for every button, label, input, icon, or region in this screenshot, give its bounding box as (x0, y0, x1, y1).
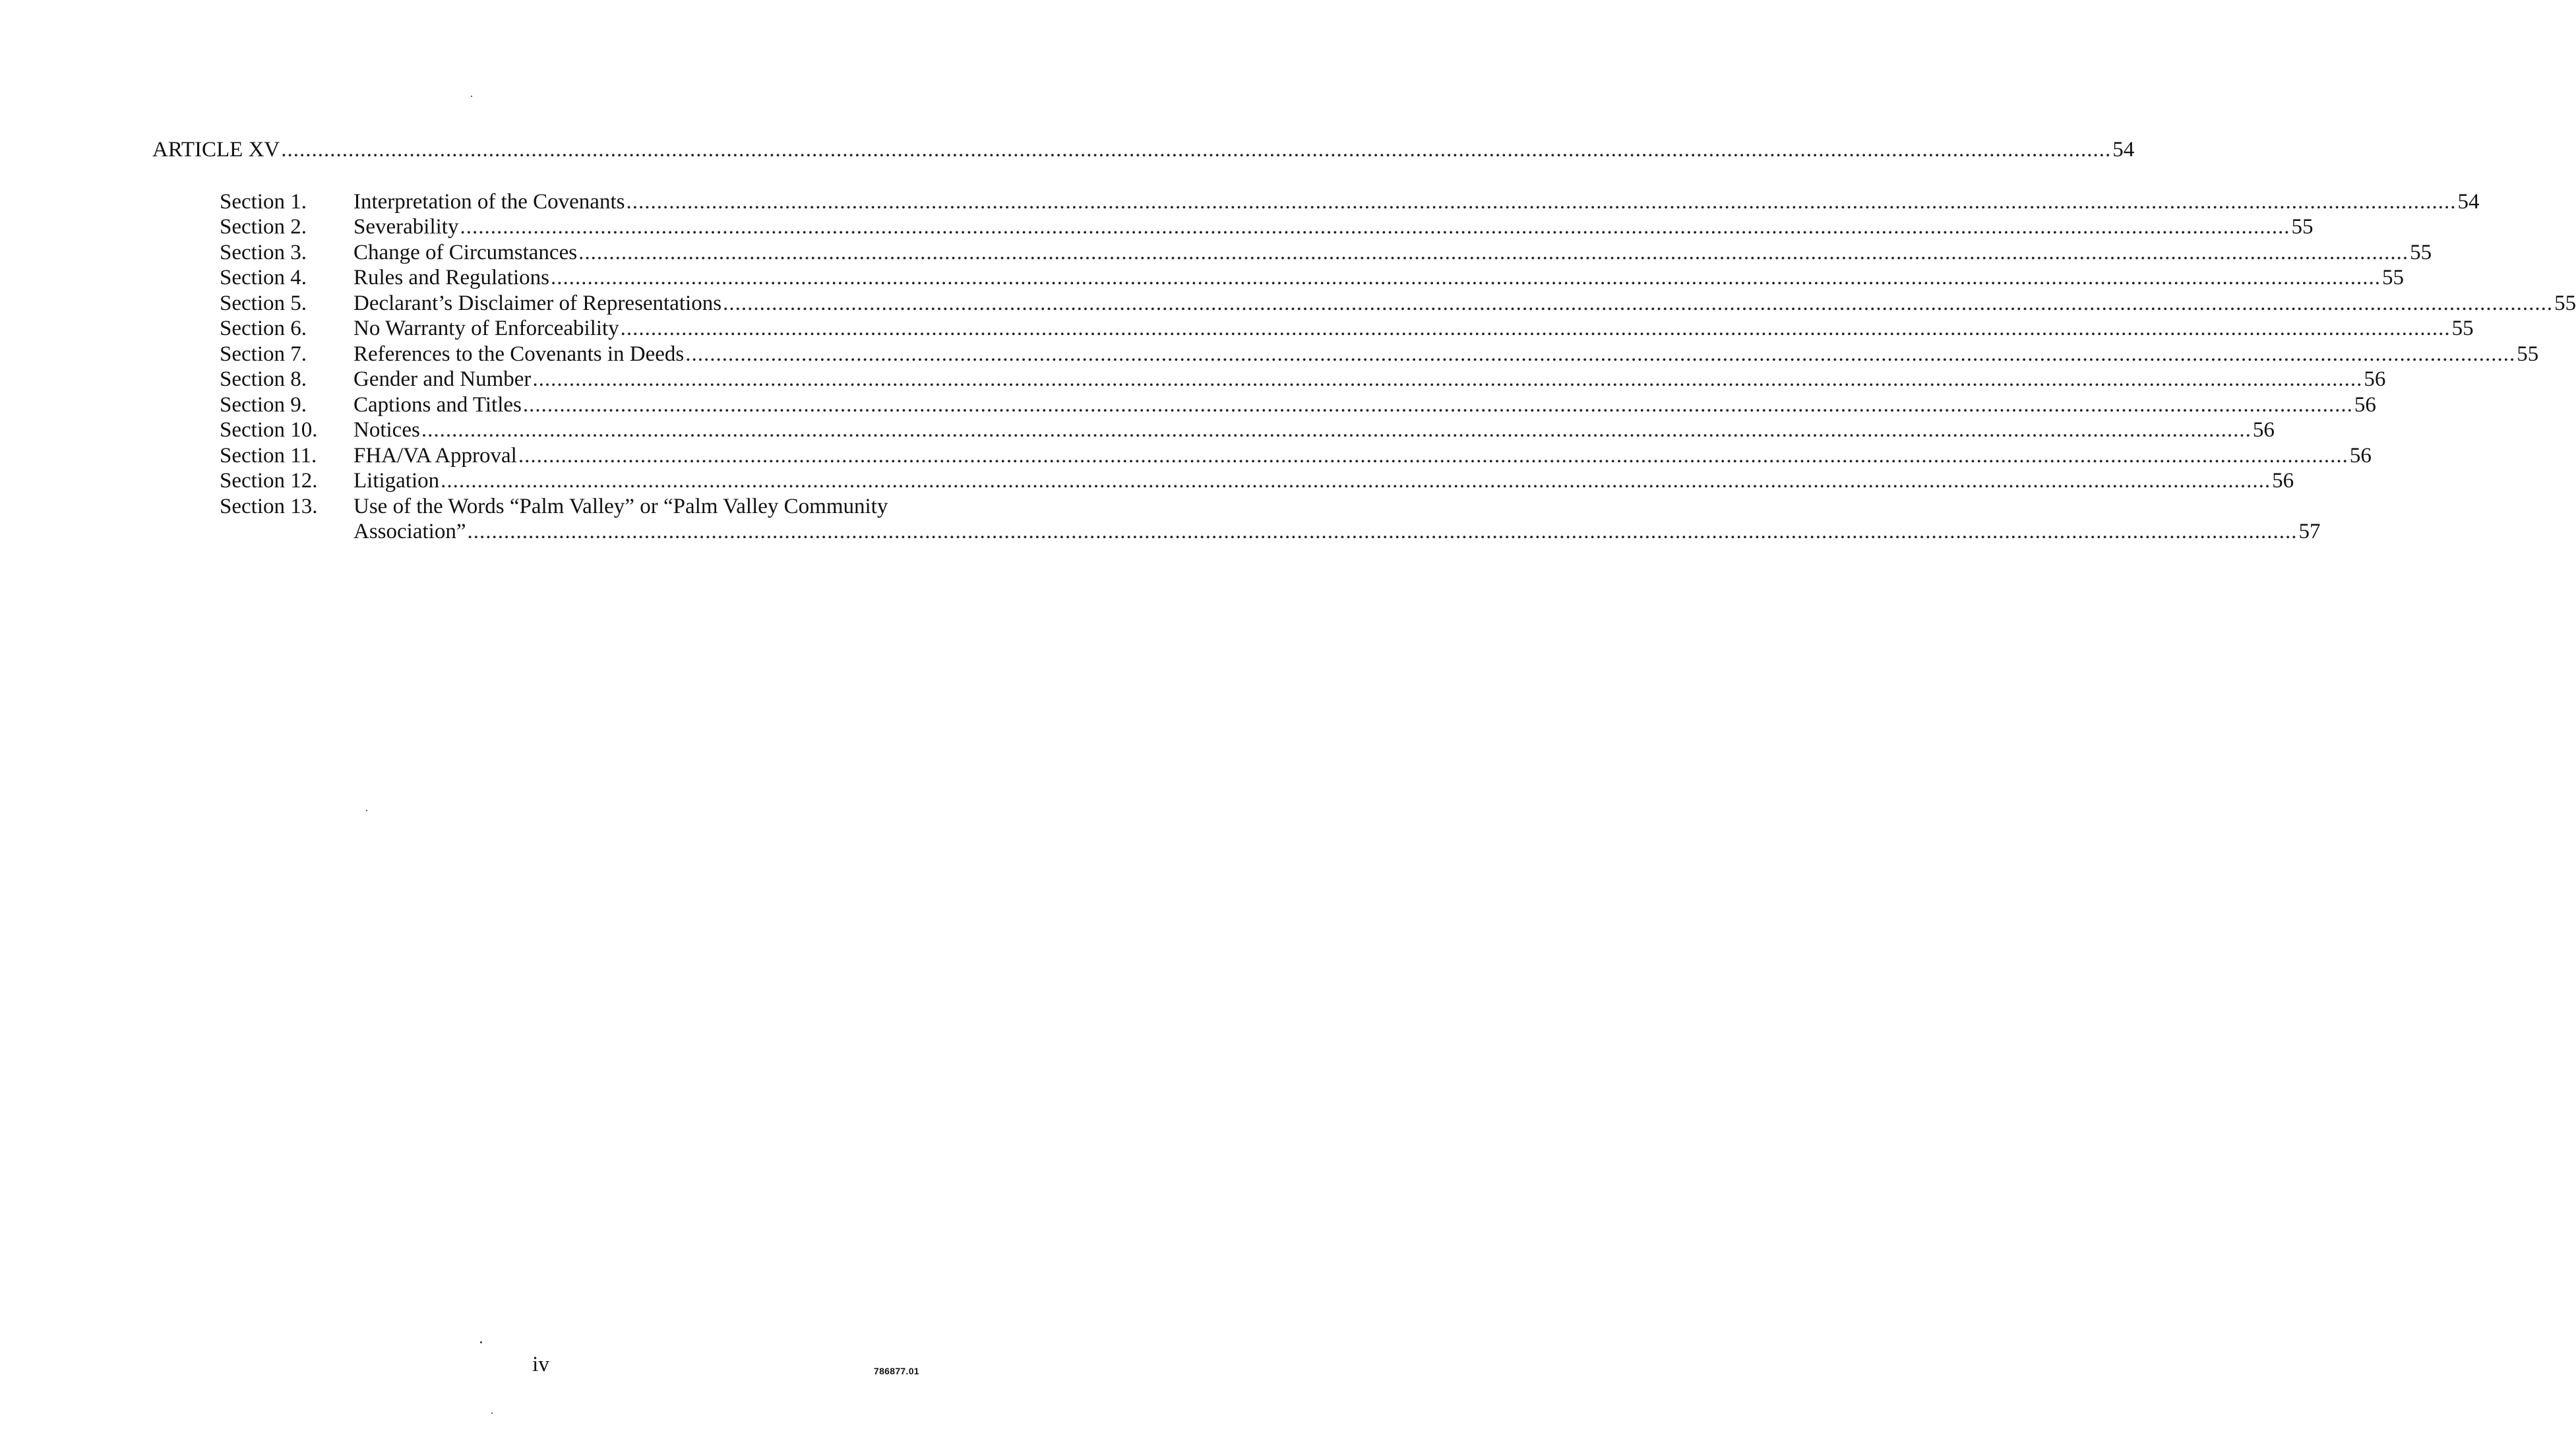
section-title: Change of Circumstances (353, 240, 578, 264)
section-title: Severability (353, 215, 459, 239)
dot-leader: ............................................................................................................................................................................................................................................................................................................ (723, 291, 2554, 315)
toc-section-entry[interactable] (152, 468, 2294, 494)
dot-leader: ............................................................................................................................................................................................................................................................................................................ (421, 418, 2252, 442)
section-page-number: 55 (2517, 342, 2539, 366)
section-page-number: 54 (2457, 189, 2480, 214)
dot-leader: ............................................................................................................................................................................................................................................................................................................ (441, 469, 2271, 493)
document-id: 786877.01 (874, 1366, 919, 1376)
dot-leader: ............................................................................................................................................................................................................................................................................................................ (467, 520, 2298, 543)
section-title: FHA/VA Approval (353, 443, 517, 468)
toc-section-entry[interactable] (152, 189, 2480, 215)
toc-section-entry[interactable] (152, 367, 2386, 392)
toc-section-entry[interactable] (152, 392, 2376, 418)
section-page-number: 56 (2354, 392, 2376, 417)
section-page-number: 56 (2349, 443, 2372, 468)
toc-section-entry[interactable] (152, 240, 2432, 266)
toc-section-entry[interactable] (152, 443, 2372, 469)
section-title: Declarant’s Disclaimer of Representations (353, 291, 722, 315)
toc-section-entry[interactable] (152, 265, 2404, 291)
toc-section-entry[interactable] (152, 214, 2314, 240)
dot-leader: ............................................................................................................................................................................................................................................................................................................ (460, 215, 2290, 239)
section-number: Section 2. (220, 215, 307, 239)
section-number: Section 6. (220, 317, 307, 340)
section-number: Section 5. (220, 291, 307, 315)
section-page-number: 56 (2364, 367, 2386, 391)
dot-leader: ............................................................................................................................................................................................................................................................................................................ (532, 367, 2363, 391)
dot-leader: ............................................................................................................................................................................................................................................................................................................ (550, 266, 2381, 290)
section-number: Section 1. (220, 189, 307, 214)
section-number: Section 3. (220, 240, 307, 264)
scan-speck (366, 810, 367, 811)
toc-section-entry[interactable] (152, 494, 2321, 545)
section-title: Rules and Regulations (353, 266, 549, 290)
section-title-line-1: Use of the Words “Palm Valley” or “Palm Valley Community (353, 494, 888, 518)
dot-leader: ............................................................................................................................................................................................................................................................................................................ (578, 240, 2409, 264)
section-title: Interpretation of the Covenants (353, 189, 625, 214)
section-title: No Warranty of Enforceability (353, 317, 619, 340)
section-number: Section 13. (220, 494, 318, 518)
toc-section-entry[interactable] (152, 417, 2275, 443)
scan-speck (491, 1413, 493, 1414)
toc-article-entry[interactable] (152, 137, 2135, 163)
section-title: Notices (353, 418, 420, 442)
section-number: Section 7. (220, 342, 307, 366)
dot-leader: ............................................................................................................................................................................................................................................................................................................ (620, 317, 2451, 340)
dot-leader: ............................................................................................................................................................................................................................................................................................................ (281, 138, 2112, 162)
dot-leader: ............................................................................................................................................................................................................................................................................................................ (626, 189, 2457, 214)
scan-speck (471, 96, 472, 97)
section-page-number: 55 (2381, 266, 2404, 290)
toc-section-entry[interactable] (152, 291, 2576, 317)
section-page-number: 57 (2298, 520, 2321, 543)
section-page-number: 55 (2451, 317, 2474, 340)
section-number: Section 4. (220, 266, 307, 290)
table-of-contents (152, 137, 2576, 545)
toc-section-entry[interactable] (152, 316, 2474, 342)
section-title: Gender and Number (353, 367, 532, 391)
section-number: Section 11. (220, 443, 317, 468)
toc-section-entry[interactable] (152, 342, 2539, 367)
section-number: Section 10. (220, 418, 318, 442)
section-number: Section 9. (220, 392, 307, 417)
section-title-line-2: Association” (353, 520, 466, 543)
section-page-number: 56 (2252, 418, 2275, 442)
section-title: References to the Covenants in Deeds (353, 342, 685, 366)
dot-leader: ............................................................................................................................................................................................................................................................................................................ (518, 443, 2348, 468)
section-number: Section 8. (220, 367, 307, 391)
dot-leader: ............................................................................................................................................................................................................................................................................................................ (685, 342, 2516, 366)
page-number: iv (532, 1353, 549, 1376)
section-page-number: 55 (2554, 291, 2576, 315)
toc-section-list (152, 189, 2576, 545)
article-page-number: 54 (2112, 138, 2135, 162)
section-title: Litigation (353, 469, 440, 493)
article-title: ARTICLE XV (152, 138, 280, 162)
section-page-number: 55 (2291, 215, 2314, 239)
section-page-number: 55 (2410, 240, 2432, 264)
dot-leader: ............................................................................................................................................................................................................................................................................................................ (522, 392, 2353, 417)
scan-speck (480, 1341, 482, 1343)
section-page-number: 56 (2272, 469, 2294, 493)
section-number: Section 12. (220, 469, 318, 493)
section-title: Captions and Titles (353, 392, 522, 417)
